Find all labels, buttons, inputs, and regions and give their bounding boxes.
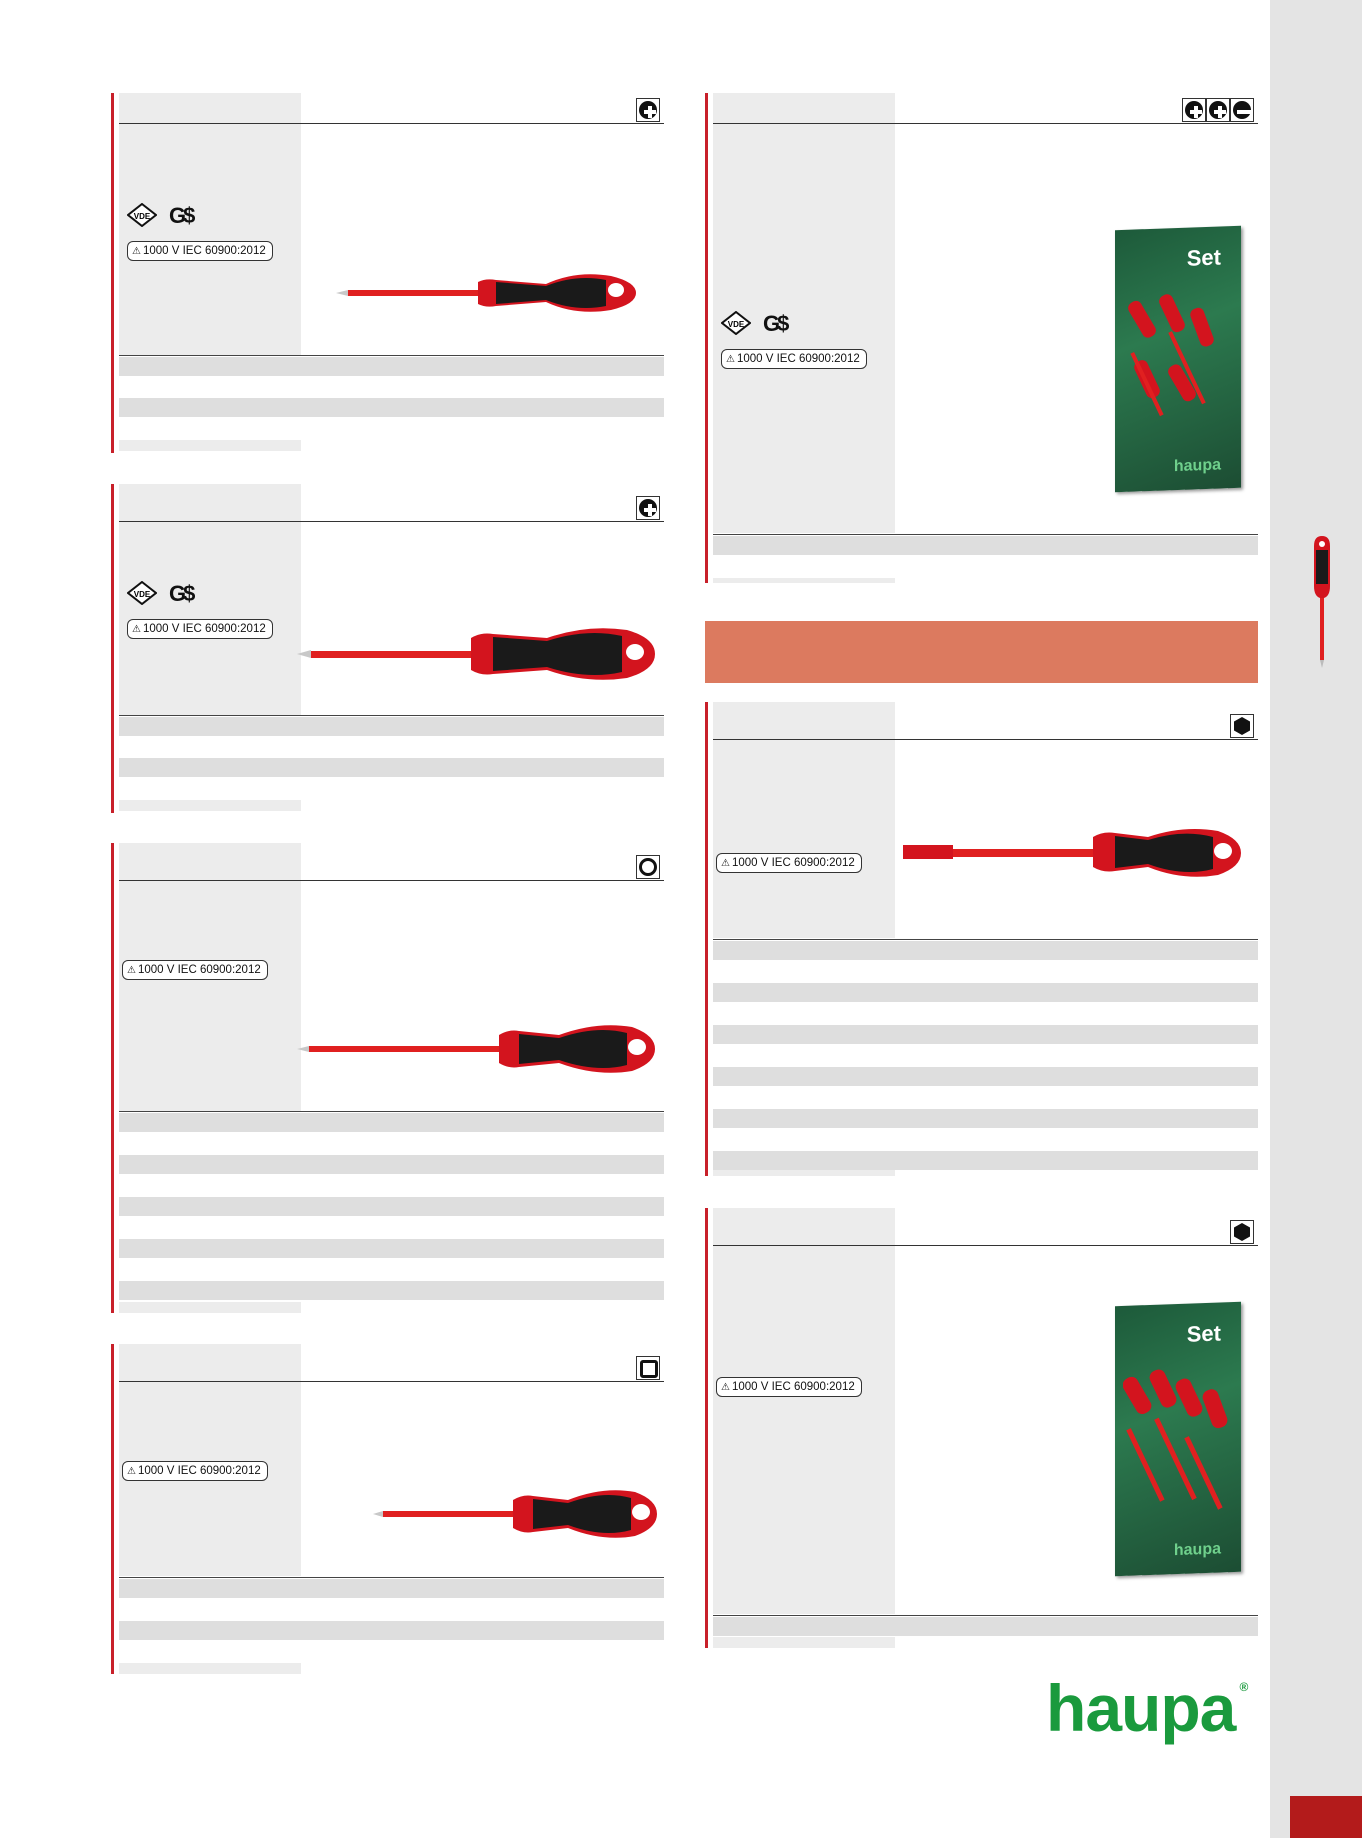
screwdriver-image: [297, 1021, 667, 1077]
nut-driver-image: [903, 825, 1253, 881]
slotted-icon: [1230, 98, 1254, 122]
haupa-logo: haupa ®: [1046, 1671, 1248, 1745]
vde-mark-icon: [127, 581, 157, 605]
vde-mark-icon: [721, 311, 751, 335]
screwdriver-image: [297, 624, 667, 684]
gs-mark-icon: G$: [763, 311, 787, 336]
voltage-standard-badge: ⚠ 1000 V IEC 60900:2012: [716, 853, 862, 873]
right-sidebar: [1270, 0, 1362, 1838]
registered-mark: ®: [1239, 1680, 1248, 1694]
product-block-4: [111, 1344, 664, 1674]
nut-driver-set-box-image: [1115, 1302, 1241, 1576]
product-block-7: [705, 1208, 1258, 1648]
voltage-standard-badge: ⚠ 1000 V IEC 60900:2012: [127, 241, 273, 261]
svg-text:VDE: VDE: [727, 320, 745, 329]
section-header-band: [705, 621, 1258, 683]
voltage-standard-badge: ⚠ 1000 V IEC 60900:2012: [122, 1461, 268, 1481]
set-box-title: Set: [1186, 1320, 1221, 1347]
square-drive-icon: [636, 1356, 660, 1380]
product-block-6: [705, 702, 1258, 1176]
voltage-standard-badge: ⚠ 1000 V IEC 60900:2012: [716, 1377, 862, 1397]
phillips-icon: [636, 98, 660, 122]
torx-icon: [636, 855, 660, 879]
set-box-logo: haupa: [1173, 1540, 1221, 1560]
gs-mark-icon: G$: [169, 581, 193, 606]
hex-socket-icon: [1230, 714, 1254, 738]
set-tools-image: [1125, 286, 1225, 439]
voltage-standard-badge: ⚠ 1000 V IEC 60900:2012: [127, 619, 273, 639]
page-corner-tab: [1290, 1796, 1362, 1838]
pozidriv-icon: [636, 496, 660, 520]
gs-mark-icon: G$: [169, 203, 193, 228]
screwdriver-set-box-image: [1115, 226, 1241, 492]
svg-text:VDE: VDE: [133, 590, 151, 599]
product-block-1: [111, 93, 664, 453]
set-tools-image: [1123, 1362, 1229, 1526]
set-box-logo: haupa: [1173, 456, 1221, 476]
voltage-standard-badge: ⚠ 1000 V IEC 60900:2012: [122, 960, 268, 980]
vde-mark-icon: [127, 203, 157, 227]
pozidriv-icon: [1206, 98, 1230, 122]
hex-socket-icon: [1230, 1220, 1254, 1244]
set-box-title: Set: [1186, 244, 1221, 271]
voltage-standard-badge: ⚠ 1000 V IEC 60900:2012: [721, 349, 867, 369]
phillips-icon: [1182, 98, 1206, 122]
product-block-5: [705, 93, 1258, 583]
product-block-2: [111, 484, 664, 813]
screwdriver-image: [336, 268, 656, 318]
screwdriver-image: [373, 1486, 673, 1542]
svg-text:VDE: VDE: [133, 212, 151, 221]
sidebar-screwdriver-thumbnail: [1310, 536, 1334, 670]
product-block-3: [111, 843, 664, 1313]
